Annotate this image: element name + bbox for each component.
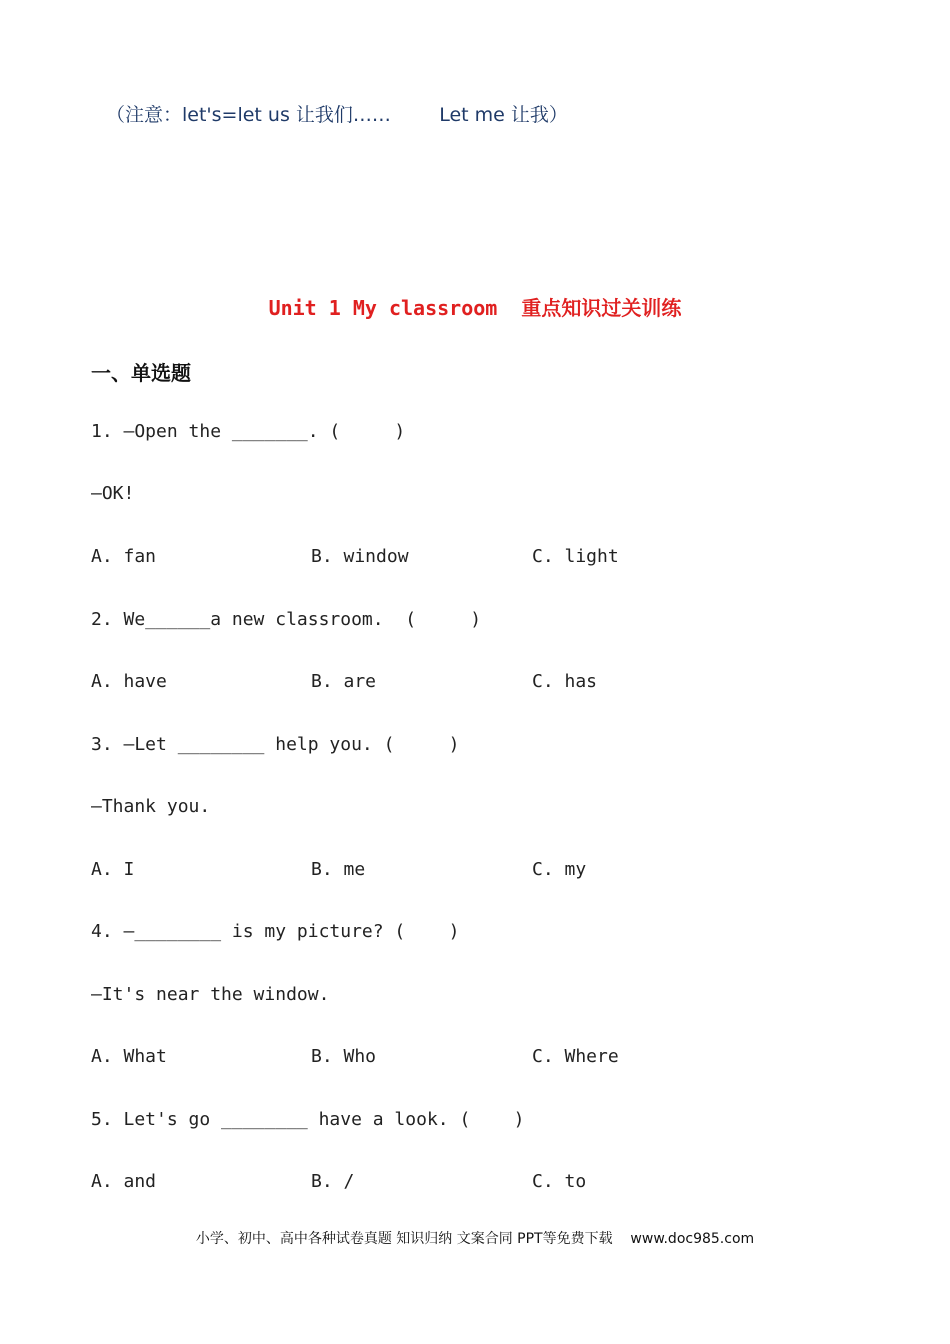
- question-1-stem: 1. —Open the _______. ( ): [91, 421, 406, 442]
- question-4-reply: —It's near the window.: [91, 984, 330, 1005]
- page-footer: 小学、初中、高中各种试卷真题 知识归纳 文案合同 PPT等免费下载 www.doc985.com: [195, 1231, 755, 1247]
- question-2-option-a: A. have: [91, 671, 167, 692]
- question-4-option-a: A. What: [91, 1046, 167, 1067]
- question-1-reply: —OK!: [91, 483, 135, 504]
- question-3-option-a: A. I: [91, 859, 135, 880]
- question-3-reply: —Thank you.: [91, 796, 211, 817]
- question-3-option-c: C. my: [532, 859, 587, 880]
- question-2-option-c: C. has: [532, 671, 598, 692]
- question-2-stem: 2. We______a new classroom. ( ): [91, 609, 482, 630]
- document-title: Unit 1 My classroom 重点知识过关训练: [268, 296, 682, 320]
- question-5-option-a: A. and: [91, 1171, 157, 1192]
- question-3-option-b: B. me: [311, 859, 366, 880]
- question-1-option-c: C. light: [532, 546, 619, 567]
- question-3-stem: 3. —Let ________ help you. ( ): [91, 734, 460, 755]
- section-heading: 一、单选题: [91, 361, 191, 385]
- question-1-option-a: A. fan: [91, 546, 157, 567]
- question-4-stem: 4. —________ is my picture? ( ): [91, 921, 460, 942]
- note-text: （注意：let's=let us 让我们…… Let me 让我）: [106, 104, 568, 126]
- question-5-option-b: B. /: [311, 1171, 355, 1192]
- question-5-option-c: C. to: [532, 1171, 587, 1192]
- question-4-option-b: B. Who: [311, 1046, 377, 1067]
- question-5-stem: 5. Let's go ________ have a look. ( ): [91, 1109, 525, 1130]
- question-1-option-b: B. window: [311, 546, 409, 567]
- question-4-option-c: C. Where: [532, 1046, 619, 1067]
- question-2-option-b: B. are: [311, 671, 377, 692]
